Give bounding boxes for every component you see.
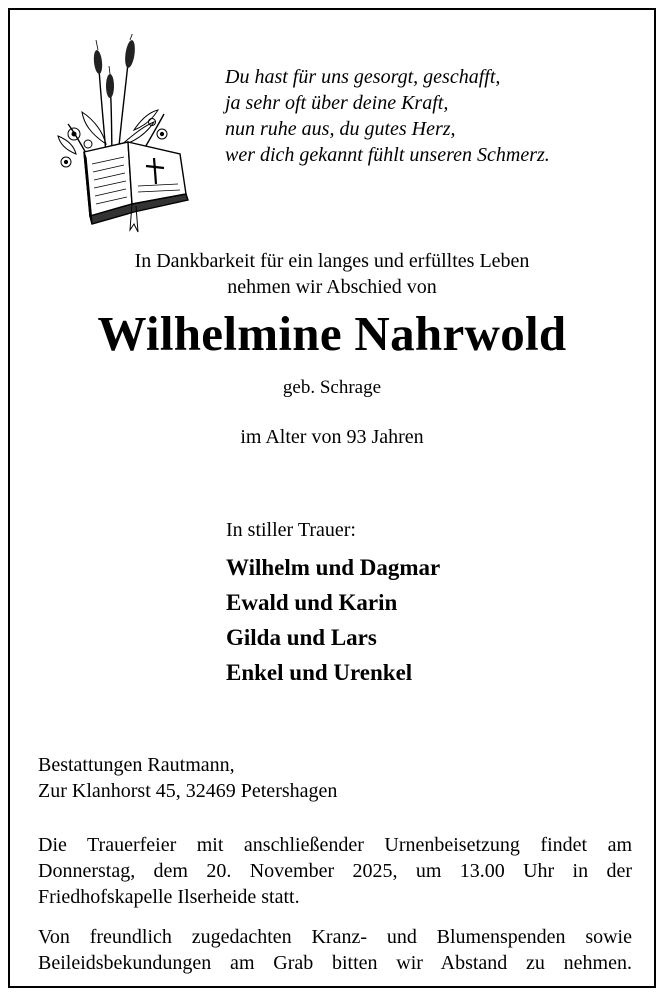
- mourners-list: [226, 550, 440, 690]
- mourner-name: Ewald und Karin: [226, 590, 398, 615]
- donation-request: [38, 924, 632, 976]
- intro-line: nehmen wir Abschied von: [227, 276, 437, 298]
- ceremony-line: Donnerstag, dem 20. November 2025, um 13.00 Uhr in der: [38, 860, 632, 882]
- undertaker-address: [38, 752, 337, 804]
- request-line: Beileidsbekundungen am Grab bitten wir Abstand zu nehmen.: [38, 952, 632, 974]
- deceased-name: Wilhelmine Nahrwold: [97, 306, 567, 361]
- poem-line: nun ruhe aus, du gutes Herz,: [225, 118, 456, 140]
- undertaker-line: Bestattungen Rautmann,: [38, 754, 235, 776]
- ceremony-notice: [38, 832, 632, 910]
- obituary-frame: [8, 8, 656, 988]
- request-line: Von freundlich zugedachten Kranz- und Blumenspenden sowie: [38, 926, 632, 948]
- birth-name: geb. Schrage: [282, 377, 382, 398]
- poem-line: Du hast für uns gesorgt, geschafft,: [225, 66, 501, 88]
- ceremony-line: Friedhofskapelle Ilserheide statt.: [38, 886, 300, 908]
- intro-line: In Dankbarkeit für ein langes und erfülltes Leben: [134, 250, 530, 272]
- mourner-name: Wilhelm und Dagmar: [226, 555, 441, 580]
- mourner-name: Gilda und Lars: [226, 625, 377, 650]
- ceremony-line: Die Trauerfeier mit anschließender Urnenbeisetzung findet am: [38, 834, 632, 856]
- mourner-name: Enkel und Urenkel: [226, 660, 413, 685]
- poem-line: ja sehr oft über deine Kraft,: [225, 92, 449, 114]
- open-bible-with-wheat-and-flowers-icon: [46, 34, 196, 234]
- mourning-label: In stiller Trauer:: [226, 519, 356, 541]
- undertaker-line: Zur Klanhorst 45, 32469 Petershagen: [38, 780, 338, 802]
- poem-line: wer dich gekannt fühlt unseren Schmerz.: [225, 144, 550, 166]
- age-text: im Alter von 93 Jahren: [240, 426, 424, 448]
- poem: [225, 64, 645, 168]
- intro-text: [10, 248, 654, 300]
